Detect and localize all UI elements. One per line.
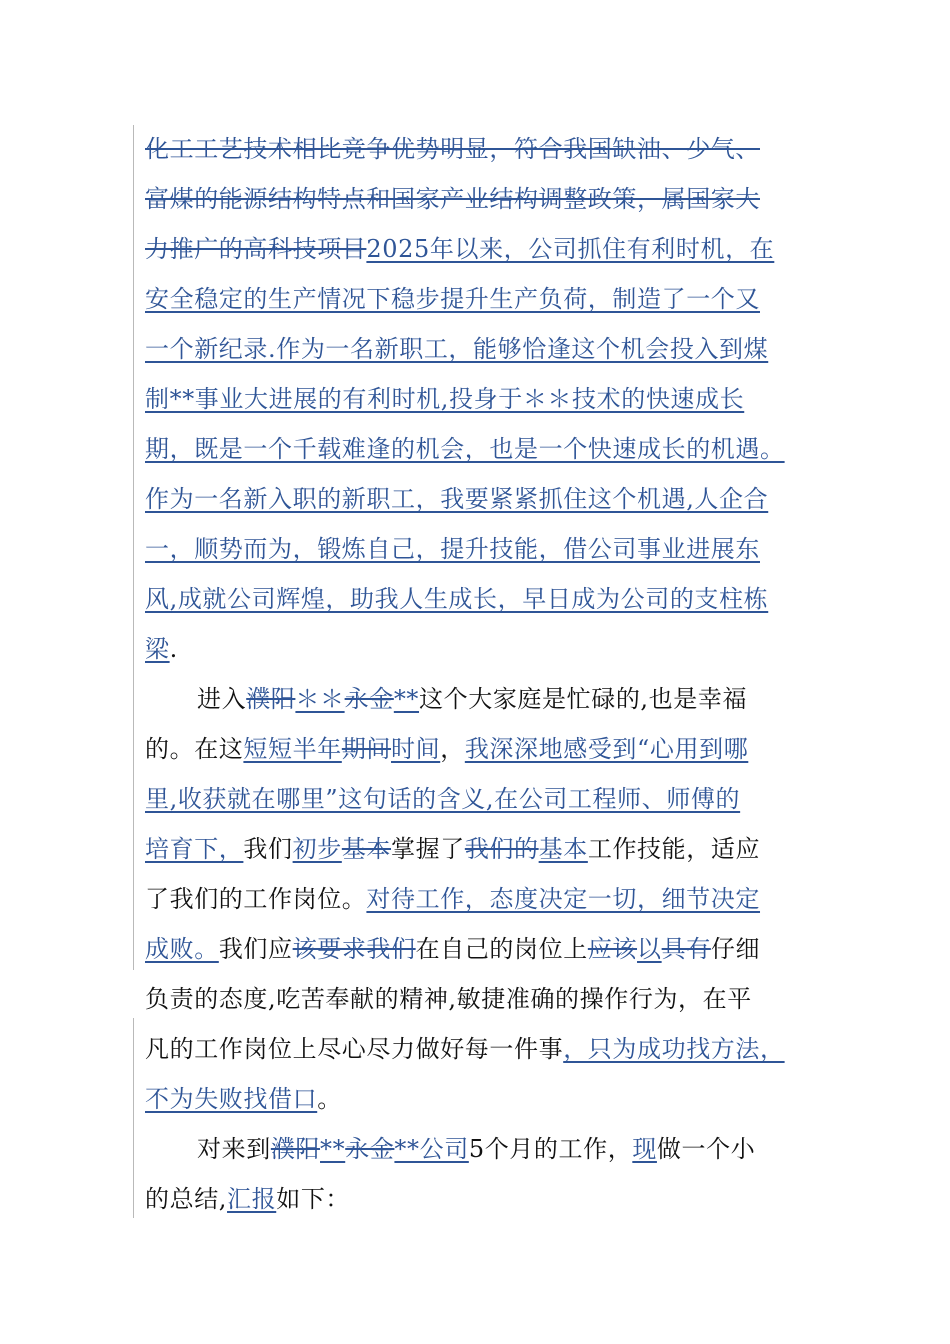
- inserted-text: 2025年以来，公司抓住有利时机，在: [366, 235, 775, 263]
- body-text: 这个大家庭是忙碌的,也是幸福: [419, 685, 748, 713]
- body-text: 掌握了: [391, 835, 465, 863]
- deleted-text: 永金: [345, 1135, 395, 1163]
- inserted-text: **公司: [394, 1135, 469, 1163]
- inserted-text: **: [320, 1135, 346, 1163]
- body-text: ，: [440, 735, 465, 763]
- text-line: [197, 1132, 755, 1166]
- inserted-text: 作为一名新入职的新职工，我要紧紧抓住这个机遇,人企合: [145, 485, 769, 513]
- inserted-text: 初步: [292, 835, 342, 863]
- text-line: [145, 782, 740, 816]
- inserted-text: **: [393, 685, 420, 713]
- deleted-text: 具有: [661, 935, 711, 963]
- text-line: [145, 432, 785, 466]
- inserted-text: ，只为成功找方法，: [563, 1035, 785, 1063]
- inserted-text: 我深深地感受到“心用到哪: [464, 735, 749, 763]
- inserted-text: 不为失败找借口: [145, 1085, 318, 1113]
- body-text: .: [169, 635, 178, 663]
- body-text: 的。在这: [145, 735, 244, 763]
- inserted-text: 安全稳定的生产情况下稳步提升生产负荷，制造了一个又: [145, 285, 760, 313]
- change-bar: [133, 1018, 134, 1218]
- text-line: [145, 632, 178, 666]
- body-text: 进入: [197, 685, 247, 713]
- text-line: [197, 682, 747, 716]
- inserted-text: 制**事业大进展的有利时机,投身于＊＊技术的快速成长: [145, 385, 745, 413]
- text-line: [145, 282, 760, 316]
- body-text: 对来到: [197, 1135, 271, 1163]
- inserted-text: 梁: [145, 635, 170, 663]
- body-text: 在自己的岗位上: [415, 935, 588, 963]
- deleted-text: 该要求我们: [292, 935, 416, 963]
- text-line: [145, 1182, 350, 1216]
- text-line: [145, 132, 760, 166]
- text-line: [145, 182, 760, 216]
- text-line: [145, 582, 768, 616]
- inserted-text: 成败。: [145, 935, 219, 963]
- deleted-text: 力推广的高科技项目: [145, 235, 367, 263]
- text-line: [145, 382, 744, 416]
- body-text: 。: [317, 1085, 342, 1113]
- inserted-text: 短短半年: [243, 735, 342, 763]
- deleted-text: 应该: [587, 935, 638, 963]
- inserted-text: 现: [632, 1135, 657, 1163]
- text-line: [145, 832, 760, 866]
- text-line: [145, 932, 760, 966]
- body-text: 仔细: [710, 935, 761, 963]
- deleted-text: 基本: [341, 835, 392, 863]
- text-line: [145, 1032, 785, 1066]
- inserted-text: 对待工作，态度决定一切，细节决定: [366, 885, 761, 913]
- text-line: [145, 882, 760, 916]
- inserted-text: ＊＊: [295, 685, 345, 713]
- change-bar: [133, 125, 134, 970]
- text-line: [145, 982, 752, 1016]
- body-text: 我们应: [218, 935, 293, 963]
- text-line: [145, 532, 760, 566]
- text-line: [145, 332, 768, 366]
- inserted-text: 一，顺势而为，锻炼自己，提升技能，借公司事业进展东: [145, 535, 760, 563]
- body-text: 了我们的工作岗位。: [145, 885, 367, 913]
- inserted-text: 一个新纪录.作为一名新职工，能够恰逢这个机会投入到煤: [145, 335, 769, 363]
- deleted-text: 富煤的能源结构特点和国家产业结构调整政策，属国家大: [145, 185, 760, 213]
- body-text: 的总结,: [145, 1185, 228, 1213]
- deleted-text: 化工工艺技术相比竞争优势明显，符合我国缺油、少气、: [145, 135, 760, 163]
- deleted-text: 永金: [344, 685, 394, 713]
- text-line: [145, 1082, 342, 1116]
- body-text: 如下：: [276, 1185, 351, 1213]
- inserted-text: 时间: [391, 735, 441, 763]
- deleted-text: 我们的: [464, 835, 539, 863]
- body-text: 做一个小: [656, 1135, 756, 1163]
- inserted-text: 汇报: [227, 1185, 277, 1213]
- body-text: 工作技能，适应: [587, 835, 761, 863]
- inserted-text: 以: [637, 935, 662, 963]
- text-line: [145, 482, 768, 516]
- deleted-text: 期间: [341, 735, 392, 763]
- inserted-text: 期，既是一个千载难逢的机会，也是一个快速成长的机遇。: [145, 435, 785, 463]
- body-text: 凡的工作岗位上尽心尽力做好每一件事: [145, 1035, 564, 1063]
- body-text: 负责的态度,吃苦奉献的精神,敏捷准确的操作行为，在平: [145, 985, 752, 1013]
- body-text: 5个月的工作，: [468, 1135, 633, 1163]
- deleted-text: 濮阳: [270, 1135, 321, 1163]
- inserted-text: 培育下，: [145, 835, 244, 863]
- inserted-text: 里,收获就在哪里”这句话的含义,在公司工程师、师傅的: [145, 785, 741, 813]
- inserted-text: 风,成就公司辉煌，助我人生成长，早日成为公司的支柱栋: [145, 585, 769, 613]
- text-line: [145, 732, 748, 766]
- deleted-text: 濮阳: [246, 685, 296, 713]
- inserted-text: 基本: [538, 835, 588, 863]
- text-line: [145, 232, 774, 266]
- body-text: 我们: [243, 835, 293, 863]
